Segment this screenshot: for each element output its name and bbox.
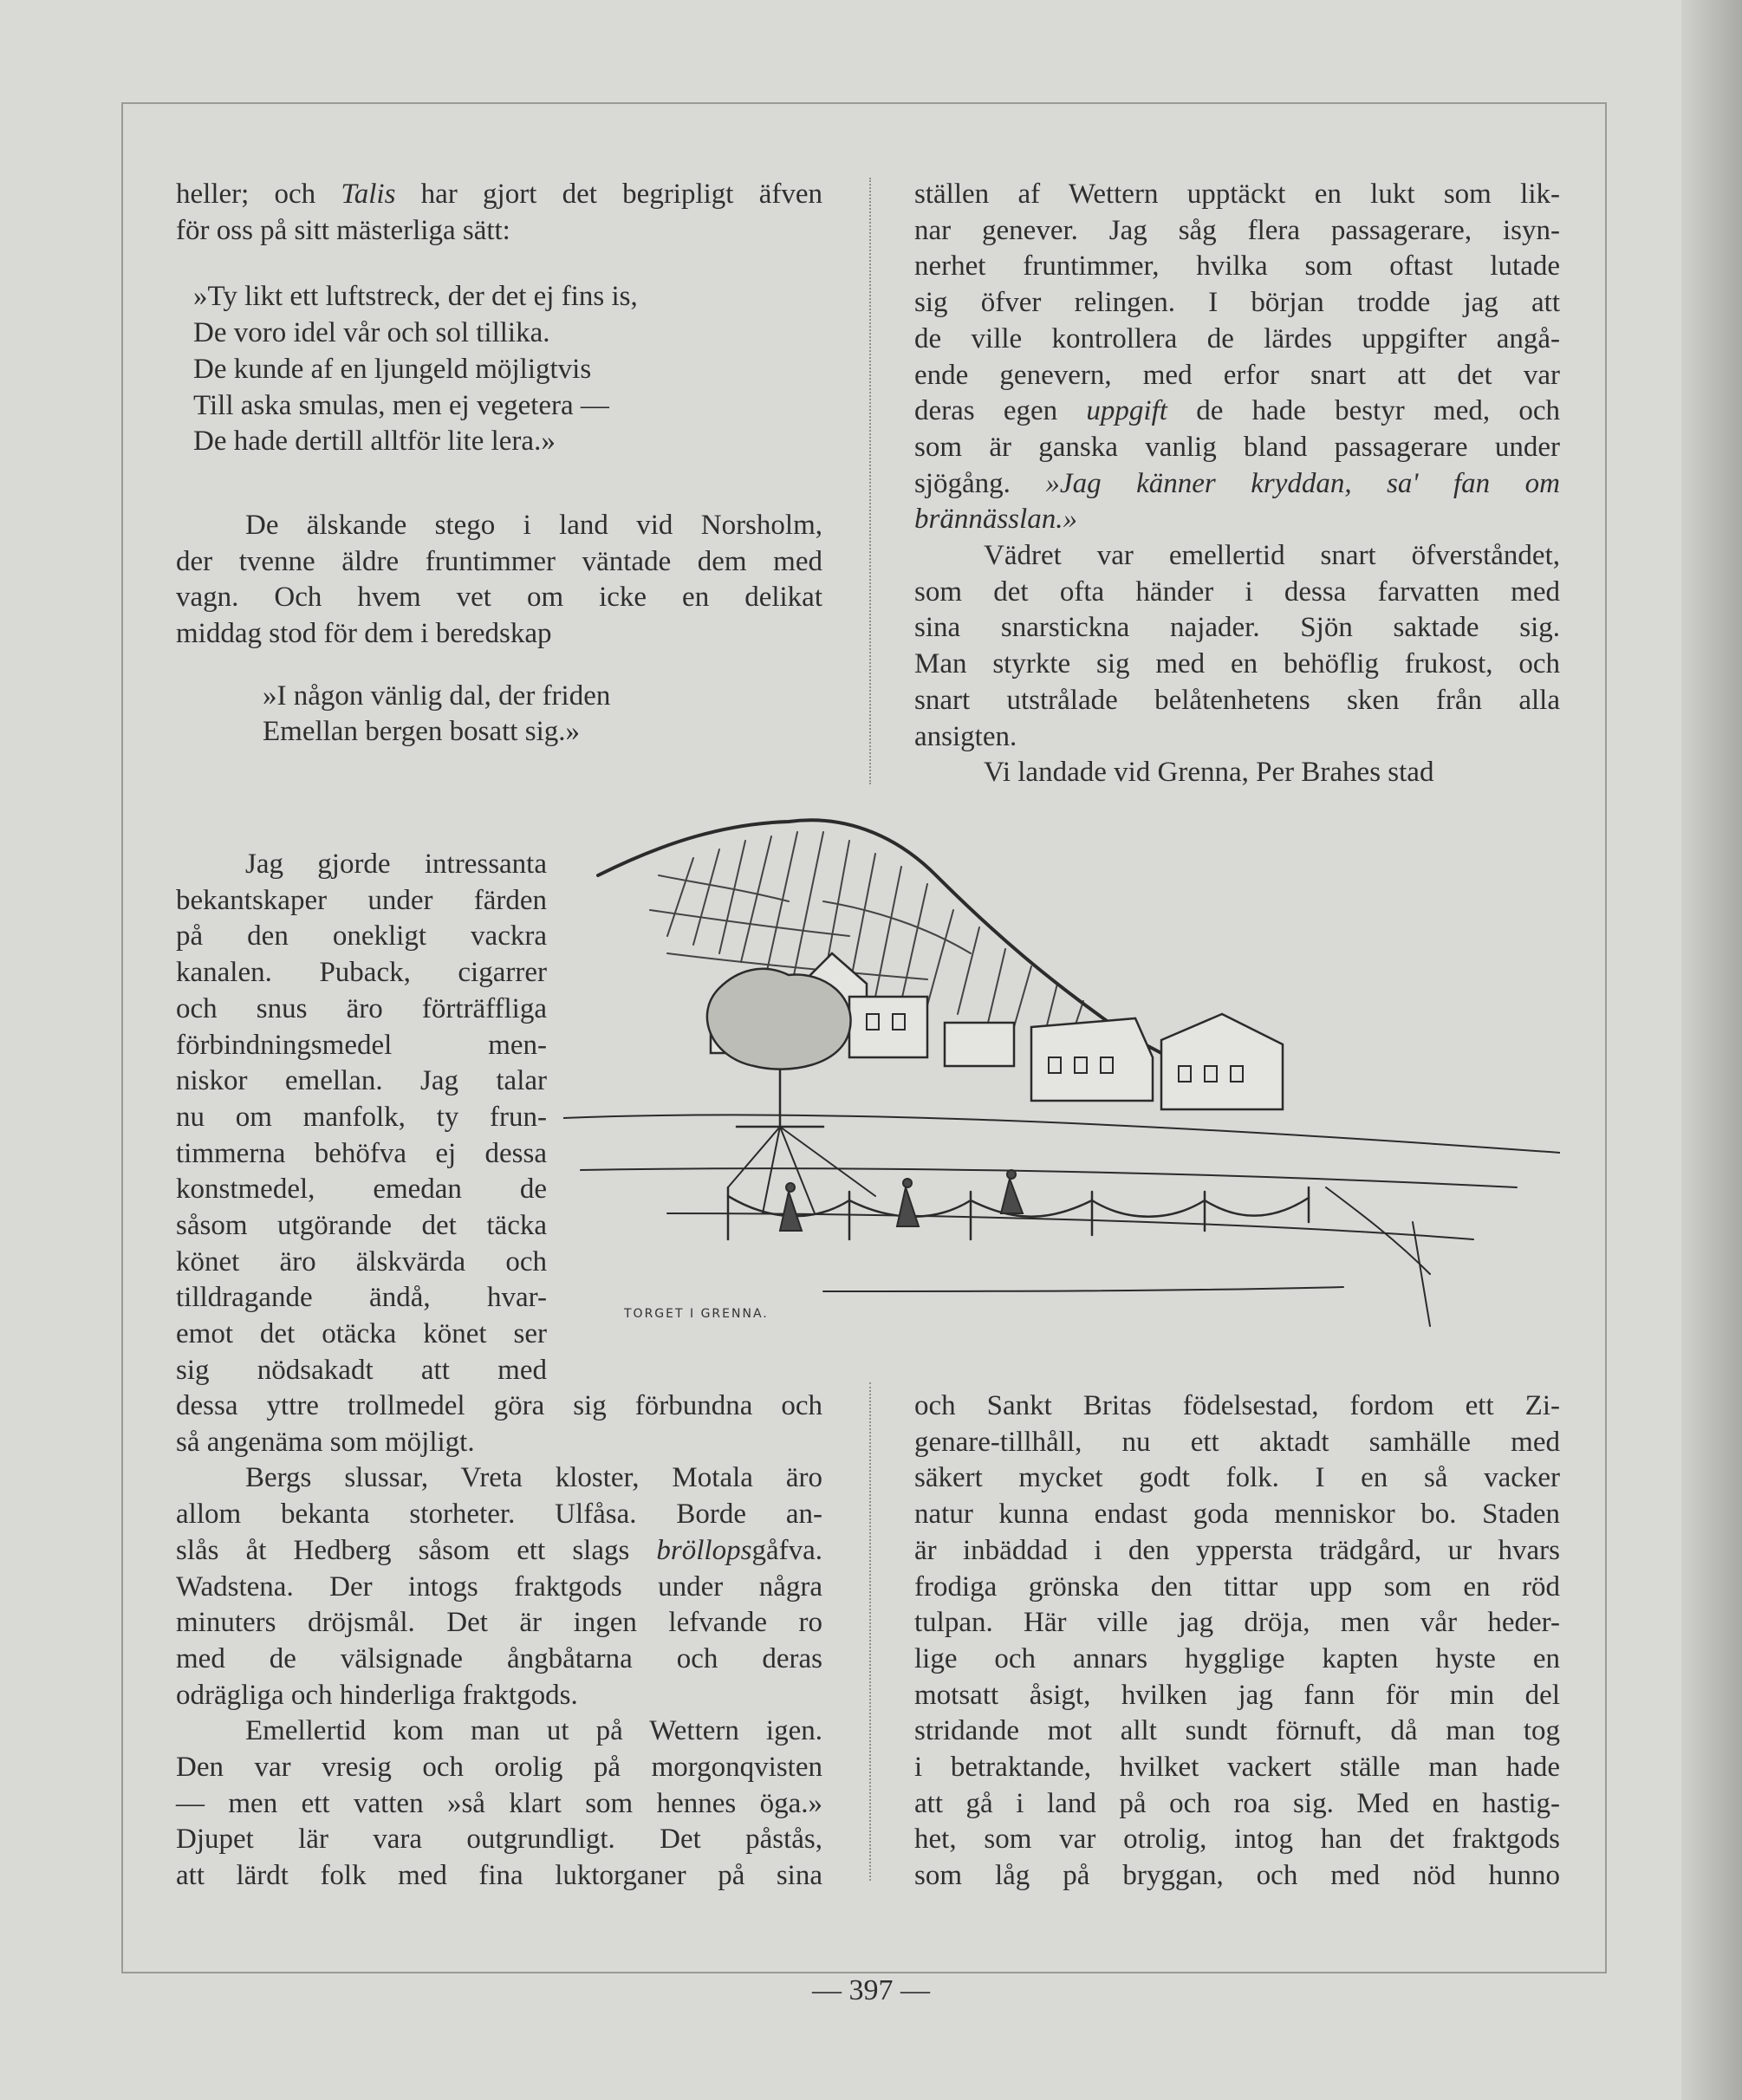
- foreground: [823, 1187, 1430, 1326]
- paragraph: heller; och Talis har gjort det begripligt äfven: [176, 179, 823, 210]
- paragraph-line: för oss på sitt mästerliga sätt:: [176, 214, 510, 246]
- verse-quote: »I någon vänlig dal, der friden Emellan bergen bosatt sig.»: [263, 679, 611, 748]
- column-divider-bottom: [869, 1382, 871, 1881]
- town-square-illustration: [563, 806, 1560, 1343]
- left-column-bottom: dessa yttre trollmedel göra sig förbundna och så angenäma som möjligt. Bergs slussar, Vreta kloster, Motala äro allom bekanta storheter. Ulfåsa. Borde an- slås åt Hedberg såsom ett slags bröllopsgåfva. Wadstena. Der intogs fraktgods under några minuters dröjsmål. Det är ingen lefvande ro med de välsignade ångbåtarna och deras odrägliga och hinderliga fraktgods. Emellertid kom man ut på Wettern igen. Den var vresig och orolig på morgonqvisten — men ett vatten »så klart som hennes öga.» Djupet lär vara outgrundligt. Det påstås, att lärdt folk med fina luktorganer på sina: [176, 1390, 822, 1892]
- paragraph: De älskande stego i land vid Norsholm,: [245, 509, 822, 541]
- verse-quote: »Ty likt ett luftstreck, der det ej fins is, De voro idel vår och sol tillika. De kunde af en ljungeld möjligtvis Till aska smulas, men ej vegetera — De hade dertill alltför lite lera.»: [193, 281, 638, 458]
- right-column-bottom: och Sankt Britas födelsestad, fordom ett Zi- genare-tillhåll, nu ett aktadt samhälle med säkert mycket godt folk. I en så vacker natur kunna endast goda menniskor bo. Staden är inbäddad i den yppersta trädgård, ur hvars frodiga grönska den tittar upp som en röd tulpan. Här ville jag dröja, men vår heder- lige och annars hygglige kapten hyste en motsatt åsigt, hvilken jag fann för min del stridande mot allt sundt förnuft, då man tog i betraktande, hvilket vackert ställe man hade att gå i land på och roa sig. Med en hastig- het, som var otrolig, intog han det fraktgods som låg på bryggan, och med nöd hunno: [914, 1390, 1560, 1892]
- left-column-top: heller; och Talis har gjort det begripligt äfven för oss på sitt mästerliga sätt: »Ty likt ett luftstreck, der det ej fins is, De voro idel vår och sol tillika. De kunde af en ljungeld möjligtvis Till aska smulas, men ej vegetera — De hade dertill alltför lite lera.» De älskande stego i land vid Norsholm, der tvenne äldre fruntimmer väntade dem med vagn. Och hvem vet om icke en delikat middag stod för dem i beredskap »I någon vänlig dal, der friden Emellan bergen bosatt sig.»: [176, 177, 822, 751]
- page-number: — 397 —: [812, 1974, 930, 2006]
- tree: [707, 969, 851, 1127]
- square-ground: [563, 1115, 1560, 1239]
- illustration-caption: TORGET I GRENNA.: [624, 1307, 769, 1321]
- column-divider-top: [869, 178, 871, 784]
- page-edge-shadow: [1681, 0, 1742, 2100]
- left-column-narrow: Jag gjorde intressanta bekantskaper under färden på den onekligt vackra kanalen. Puback, cigarrer och snus äro förträffliga förbindningsmedel men- niskor emellan. Jag talar nu om manfolk, ty frun- timmerna behöfva ej dessa konstmedel, emedan de såsom utgörande det täcka könet äro älskvärda och tilldragande ändå, hvar- emot det otäcka könet ser sig nödsakadt att med: [176, 848, 547, 1386]
- right-column-top: ställen af Wettern upptäckt en lukt som lik- nar genever. Jag såg flera passagerare, isyn- nerhet fruntimmer, hvilka som oftast lutade sig öfver relingen. I början trodde jag att de ville kontrollera de lärdes uppgifter angå- ende genevern, med erfor snart att det var deras egen uppgift de hade bestyr med, och som är ganska vanlig bland passagerare under sjögång. »Jag känner kryddan, sa' fan om brännässlan.» Vädret var emellertid snart öfverståndet, som det ofta händer i dessa farvatten med sina snarstickna najader. Sjön saktade sig. Man styrkte sig med en behöflig frukost, och snart utstrålade belåtenhetens sken från alla ansigten. Vi landade vid Grenna, Per Brahes stad: [914, 179, 1560, 789]
- figures: [780, 1170, 1023, 1231]
